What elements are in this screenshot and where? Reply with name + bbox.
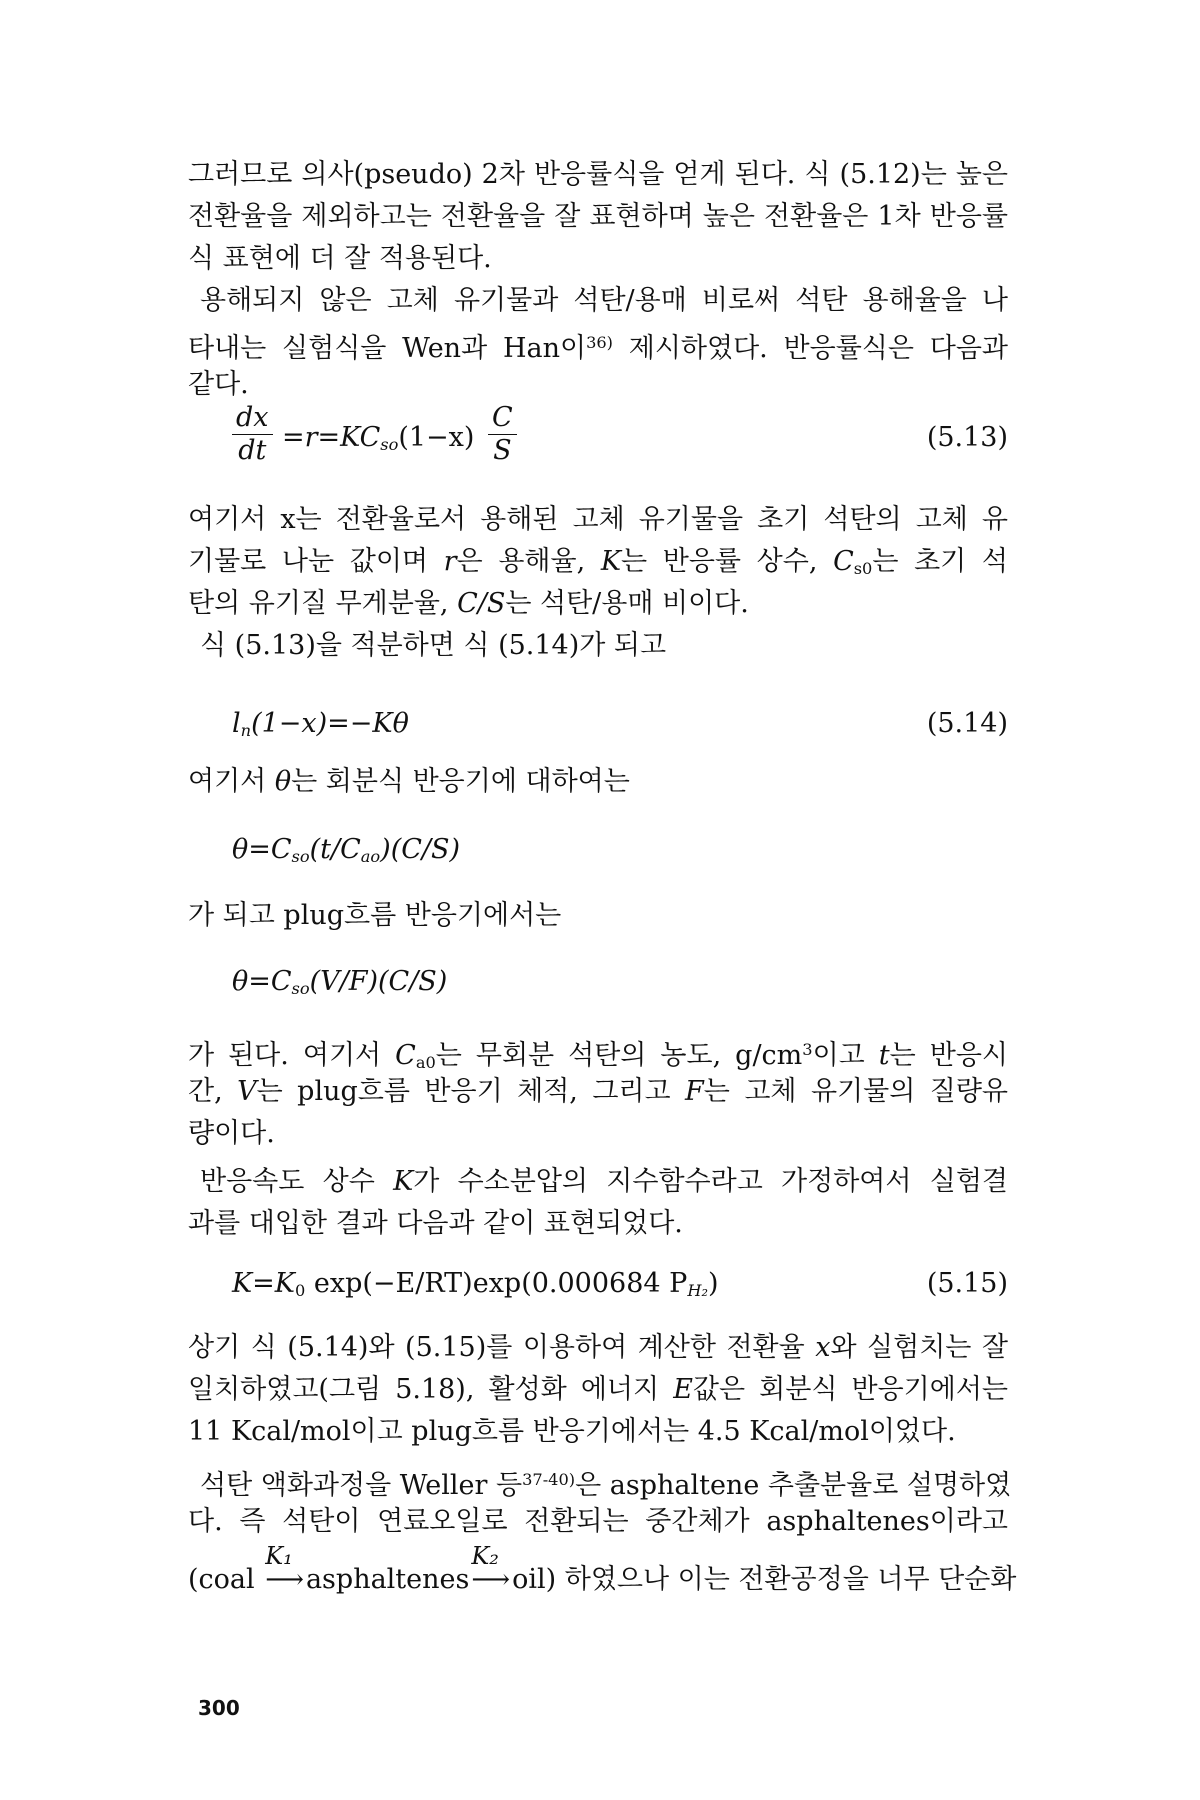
math-symbol: E [673, 1374, 693, 1405]
math-symbol: C/S [457, 588, 506, 619]
eq-segment: ) [707, 1268, 719, 1299]
text-segment: 는 석탄/용매 비이다. [505, 588, 749, 619]
reaction-arrow-k1 [265, 1542, 304, 1600]
text-segment: 는 plug흐름 반응기 체적, 그리고 [256, 1076, 686, 1107]
text-segment: 상기 식 (5.14)와 (5.15)를 이용하여 계산한 전환율 [188, 1332, 816, 1363]
text-segment: (coal [188, 1564, 264, 1595]
text-segment: 은 용해율, [456, 546, 601, 577]
text-line-18 [188, 1328, 1008, 1368]
text-line-22: 다. 즉 석탄이 연료오일로 전환되는 중간체가 asphaltenes이라고 [188, 1506, 1008, 1537]
math-symbol: F [685, 1076, 704, 1107]
unit-superscript: 3 [802, 1040, 813, 1059]
text-line-6: 같다. [188, 369, 249, 400]
text-line-12: 가 되고 plug흐름 반응기에서는 [188, 900, 562, 931]
text-line-5 [188, 323, 1008, 369]
eq-segment: (t/C [309, 834, 361, 865]
eq-subscript: H₂ [687, 1281, 708, 1300]
eq-subscript: n [240, 721, 252, 740]
citation-superscript: 37-40) [522, 1470, 576, 1489]
math-symbol: t [878, 1040, 890, 1071]
text-segment: 반응속도 상수 [200, 1166, 394, 1197]
math-symbol: V [237, 1076, 257, 1107]
eq-segment: l [232, 708, 241, 739]
equation-5-14-body [232, 704, 409, 751]
arrow-icon: ⟶ [265, 1564, 304, 1595]
text-segment: 탄의 유기질 무게분율, [188, 588, 458, 619]
text-line-2: 전환율을 제외하고는 전환율을 잘 표현하며 높은 전환율은 1차 반응률 [188, 201, 1008, 232]
text-segment: oil) 하였으나 이는 전환공정을 너무 단순화 [512, 1564, 1017, 1595]
eq-segment: θ=C [232, 966, 292, 997]
text-line-19 [188, 1370, 1008, 1410]
text-line-20: 11 Kcal/mol이고 plug흐름 반응기에서는 4.5 Kcal/mol이었다. [188, 1416, 956, 1447]
math-symbol: K [393, 1166, 414, 1197]
arrow-icon: ⟶ [471, 1564, 511, 1595]
text-segment: 간, [188, 1076, 238, 1107]
equation-number-5-13: (5.13) [926, 422, 1008, 453]
fraction-denominator: dt [238, 435, 267, 466]
equation-theta-plug [232, 962, 447, 1009]
equation-number-5-15: (5.15) [926, 1268, 1008, 1299]
math-symbol: x [815, 1332, 831, 1363]
text-line-1: 그러므로 의사(pseudo) 2차 반응률식을 얻게 된다. 식 (5.12)는 높은 [188, 159, 1008, 190]
equation-5-15-body [232, 1264, 718, 1311]
rate-constant-label: K₁ [265, 1542, 293, 1570]
fraction-denominator: S [493, 435, 512, 466]
math-subscript: a0 [415, 1053, 436, 1072]
text-segment: 는 반응률 상수, [621, 546, 834, 577]
text-line-23 [188, 1542, 1017, 1600]
text-segment: 제시하였다. 반응률식은 다음과 [612, 333, 1008, 364]
text-line-3: 식 표현에 더 잘 적용된다. [188, 243, 492, 274]
eq-segment: (1−x) [398, 422, 475, 453]
text-segment: 는 무회분 석탄의 농도, g/cm [435, 1040, 803, 1071]
math-symbol: θ [274, 766, 292, 797]
eq-subscript: ao [360, 847, 381, 866]
text-segment: 와 실험치는 잘 [830, 1332, 1008, 1363]
math-subscript: s0 [853, 559, 873, 578]
fraction-numerator: dx [232, 402, 273, 435]
eq-segment: exp(−E/RT)exp(0.000684 P [305, 1268, 688, 1299]
equation-theta-batch [232, 830, 460, 877]
text-line-8 [188, 542, 1008, 589]
eq-segment: (V/F)(C/S) [309, 966, 448, 997]
text-line-11 [188, 762, 1008, 802]
text-line-15: 량이다. [188, 1118, 275, 1149]
reaction-arrow-k2 [471, 1542, 511, 1600]
fraction-c-s [488, 402, 517, 467]
citation-superscript: 36) [586, 333, 613, 352]
text-segment: 이고 [812, 1040, 879, 1071]
text-segment: 는 초기 석 [872, 546, 1009, 577]
text-segment: 여기서 [188, 766, 275, 797]
equation-number-5-14: (5.14) [926, 708, 1008, 739]
fraction-numerator: C [488, 402, 517, 435]
text-line-10: 식 (5.13)을 적분하면 식 (5.14)가 되고 [200, 630, 667, 661]
eq-subscript: so [291, 847, 310, 866]
text-line-21 [200, 1460, 1012, 1506]
eq-segment: =r=KC [282, 422, 381, 453]
eq-segment: )(C/S) [380, 834, 461, 865]
text-line-14 [188, 1072, 1008, 1112]
eq-segment: θ=C [232, 834, 292, 865]
text-segment: 은 asphaltene 추출분율로 설명하였 [575, 1470, 1012, 1501]
text-segment: 가 수소분압의 지수함수라고 가정하여서 실험결 [413, 1166, 1008, 1197]
text-segment: 는 반응시 [889, 1040, 1008, 1071]
equation-5-13-body [282, 418, 474, 465]
text-segment: 는 회분식 반응기에 대하여는 [291, 766, 630, 797]
math-symbol: C [833, 546, 854, 577]
math-symbol: K [600, 546, 621, 577]
text-segment: asphaltenes [305, 1564, 470, 1595]
eq-segment: K=K [232, 1268, 295, 1299]
text-segment: 기물로 나눈 값이며 [188, 546, 444, 577]
eq-subscript: so [380, 435, 399, 454]
text-segment: 가 된다. 여기서 [188, 1040, 396, 1071]
page-number: 300 [198, 1696, 240, 1720]
text-line-9 [188, 584, 1008, 624]
text-segment: 일치하였고(그림 5.18), 활성화 에너지 [188, 1374, 674, 1405]
text-segment: 타내는 실험식을 Wen과 Han이 [188, 333, 587, 364]
eq-subscript: so [291, 979, 310, 998]
text-line-16 [200, 1162, 1008, 1202]
eq-subscript: 0 [294, 1281, 306, 1300]
math-symbol: r [443, 546, 457, 577]
math-symbol: C [395, 1040, 416, 1071]
rate-constant-label: K₂ [471, 1542, 499, 1570]
text-segment: 는 고체 유기물의 질량유 [703, 1076, 1008, 1107]
text-segment: 석탄 액화과정을 Weller 등 [200, 1470, 523, 1501]
fraction-dx-dt [232, 402, 273, 467]
text-segment: 값은 회분식 반응기에서는 [692, 1374, 1008, 1405]
text-line-4: 용해되지 않은 고체 유기물과 석탄/용매 비로써 석탄 용해율을 나 [200, 285, 1008, 316]
text-line-7: 여기서 x는 전환율로서 용해된 고체 유기물을 초기 석탄의 고체 유 [188, 504, 1008, 535]
text-line-17: 과를 대입한 결과 다음과 같이 표현되었다. [188, 1208, 683, 1239]
eq-segment: (1−x)=−Kθ [251, 708, 409, 739]
